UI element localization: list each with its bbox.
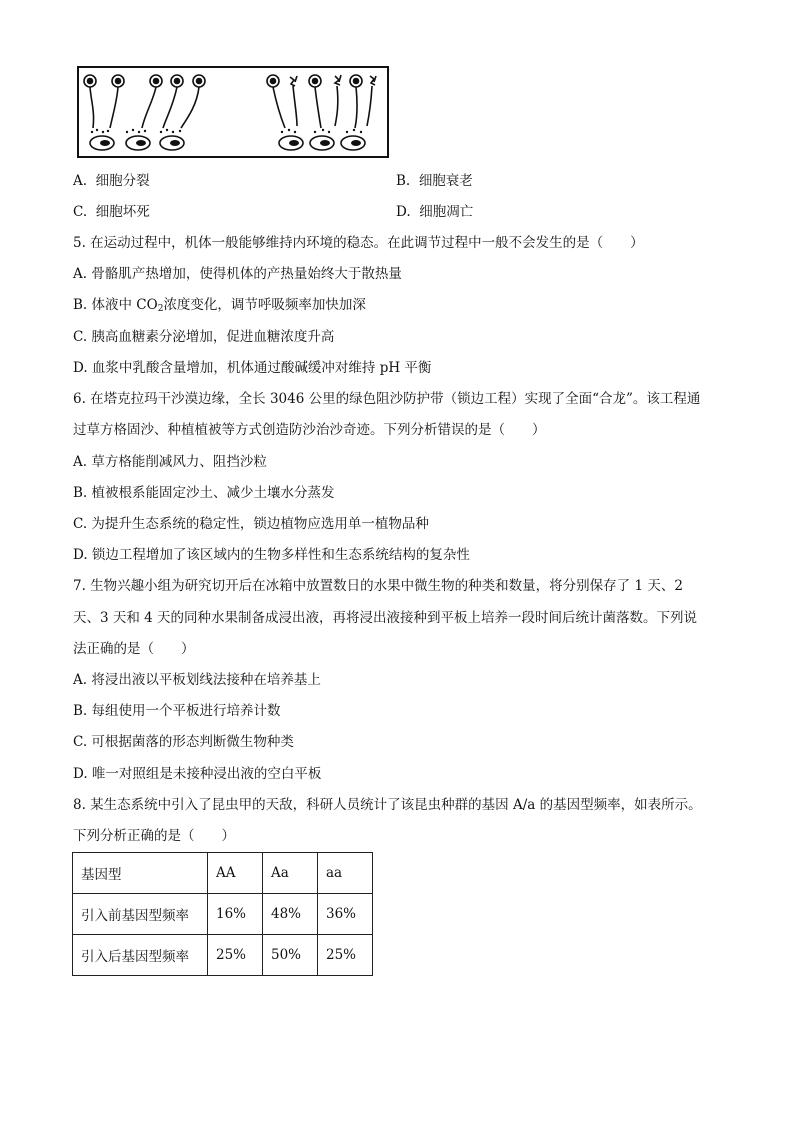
table-cell: 引入前基因型频率: [73, 894, 208, 935]
option-text: 细胞凋亡: [419, 204, 474, 220]
option-text: 细胞坏死: [95, 204, 150, 220]
table-row: [73, 894, 373, 935]
table-header-cell: 基因型: [73, 853, 208, 894]
q6-stem-line1: 6. 在塔克拉玛干沙漠边缘，全长 3046 公里的绿色阻沙防护带（锁边工程）实现了全面“合龙”。该工程通: [73, 391, 701, 407]
table-cell: 引入后基因型频率: [73, 935, 208, 976]
neuron-intact-1: [84, 75, 96, 128]
genotype-frequency-table: [72, 852, 373, 976]
q5-option-a: A. 骨骼肌产热增加，使得机体的产热量始终大于散热量: [73, 266, 402, 282]
table-row: [73, 935, 373, 976]
q4-option-b: [396, 172, 473, 190]
q5-option-d: D. 血浆中乳酸含量增加，机体通过酸碱缓冲对维持 pH 平衡: [73, 360, 432, 376]
table-header-cell: AA: [208, 853, 263, 894]
table-header-cell: aa: [318, 853, 373, 894]
cell-process-figure: [77, 66, 389, 158]
q4-option-d: [396, 203, 473, 221]
neuron-fragmented-2: [335, 75, 341, 126]
q5-option-b: [73, 296, 366, 314]
q8-stem-line1: 8. 某生态系统中引入了昆虫甲的天敌，科研人员统计了该昆虫种群的基因 A/a 的基因型频率，如表所示。: [73, 797, 702, 813]
q4-option-c: [73, 203, 150, 221]
table-header-row: [73, 853, 373, 894]
neuron-intact-2: [110, 75, 124, 128]
q7-stem-line2: 天、3 天和 4 天的同种水果制备成浸出液，再将浸出液接种到平板上培养一段时间后统计菌落数。下列说: [73, 610, 698, 626]
table-cell: 25%: [318, 935, 373, 976]
neuron-intact-3: [142, 75, 162, 128]
neuron-intact-5: [181, 75, 205, 128]
q6-stem-line2: 过草方格固沙、种植植被等方式创造防沙治沙奇迹。下列分析错误的是（ ）: [73, 422, 546, 438]
q7-option-a: A. 将浸出液以平板划线法接种在培养基上: [73, 672, 321, 688]
q5-stem: 5. 在运动过程中，机体一般能够维持内环境的稳态。在此调节过程中一般不会发生的是（ ）: [73, 235, 644, 251]
table-cell: 36%: [318, 894, 373, 935]
q6-option-d: D. 锁边工程增加了该区域内的生物多样性和生态系统结构的复杂性: [73, 547, 470, 563]
neuron-intact-4: [163, 75, 183, 128]
q8-stem-line2: 下列分析正确的是（ ）: [73, 828, 235, 844]
table-cell: 25%: [208, 935, 263, 976]
q7-stem-line3: 法正确的是（ ）: [73, 641, 195, 657]
q5-option-b-subscript: 2: [157, 304, 164, 314]
q7-option-b: B. 每组使用一个平板进行培养计数: [73, 703, 281, 719]
q6-option-a: A. 草方格能削减风力、阻挡沙粒: [73, 454, 267, 470]
q7-option-d: D. 唯一对照组是未接种浸出液的空白平板: [73, 766, 322, 782]
q5-option-c: C. 胰高血糖素分泌增加，促进血糖浓度升高: [73, 329, 335, 345]
neuron-fragmented-3: [367, 76, 376, 126]
option-label: D.: [396, 204, 411, 220]
table-cell: 16%: [208, 894, 263, 935]
option-label: B.: [396, 173, 411, 189]
neuron-fragmented-1: [290, 76, 297, 126]
neuron-intact-6: [267, 75, 285, 128]
option-text: 细胞分裂: [95, 173, 150, 189]
q7-option-c: C. 可根据菌落的形态判断微生物种类: [73, 734, 294, 750]
table-header-cell: Aa: [263, 853, 318, 894]
table-cell: 48%: [263, 894, 318, 935]
table-cell: 50%: [263, 935, 318, 976]
neuron-intact-8: [350, 75, 362, 128]
neuron-intact-7: [309, 75, 321, 128]
q6-option-b: B. 植被根系能固定沙土、减少土壤水分蒸发: [73, 485, 335, 501]
option-text: 细胞衰老: [418, 173, 473, 189]
q5-option-b-pre: B. 体液中 CO: [73, 297, 158, 313]
q7-stem-line1: 7. 生物兴趣小组为研究切开后在冰箱中放置数日的水果中微生物的种类和数量，将分别保存了 1 天、2: [73, 578, 683, 594]
option-label: C.: [73, 204, 88, 220]
q4-option-a: [73, 172, 150, 190]
option-label: A.: [73, 173, 88, 189]
q5-option-b-post: 浓度变化，调节呼吸频率加快加深: [163, 297, 366, 313]
q6-option-c: C. 为提升生态系统的稳定性，锁边植物应选用单一植物品种: [73, 516, 429, 532]
